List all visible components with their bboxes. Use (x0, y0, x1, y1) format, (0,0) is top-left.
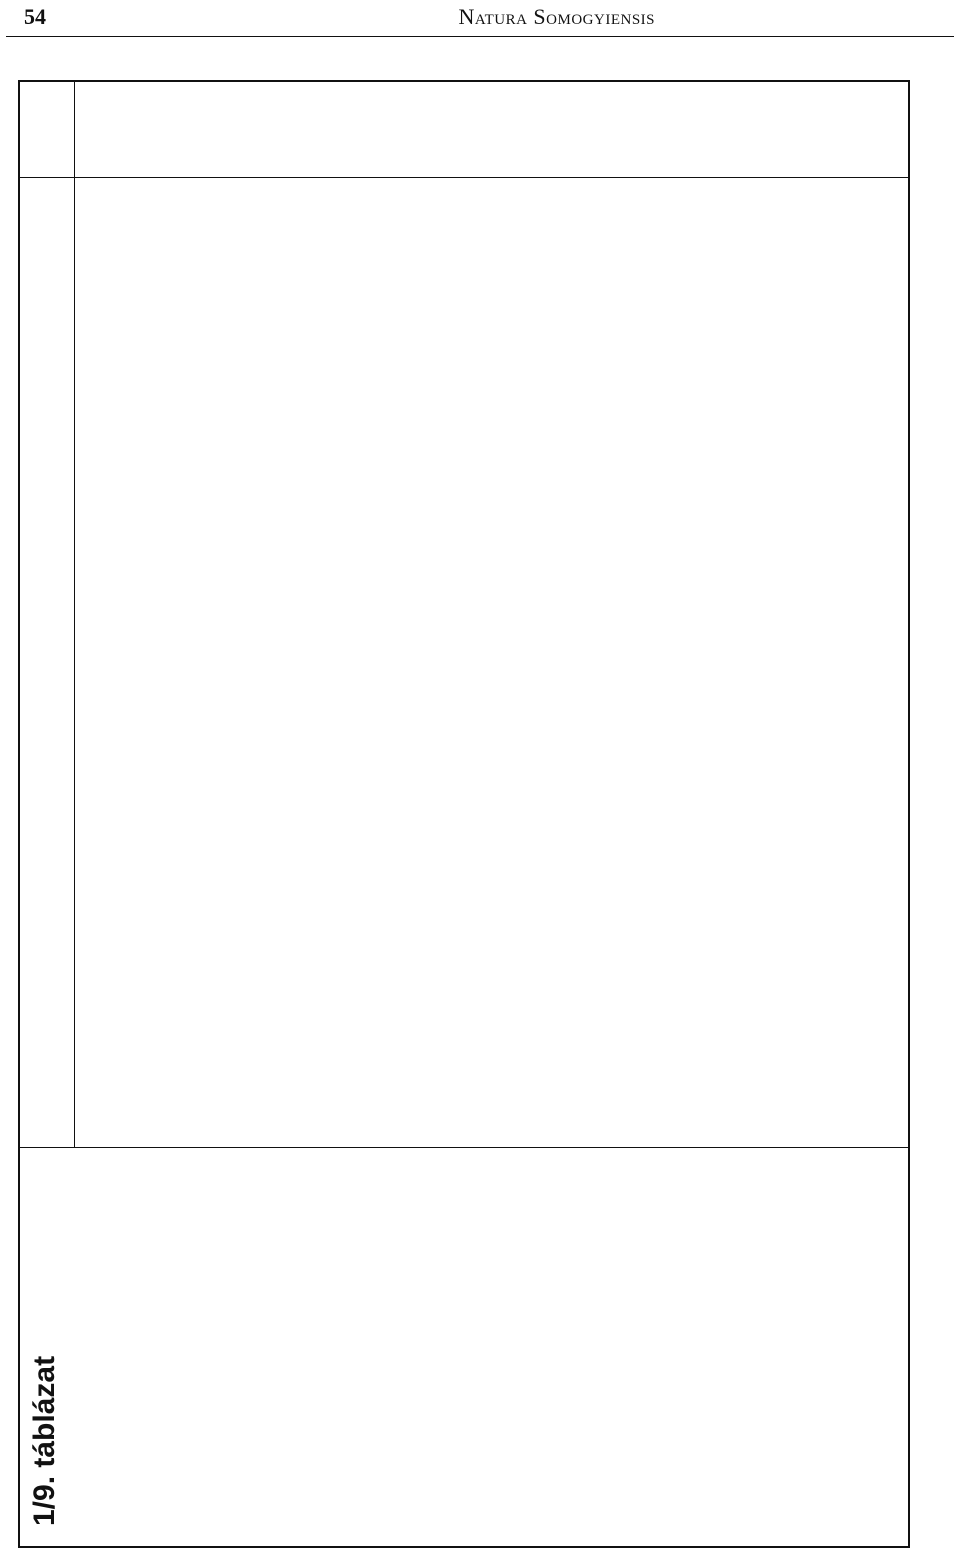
title-separator (18, 1147, 910, 1148)
rotated-table (18, 80, 910, 1548)
summary-separator (18, 177, 910, 178)
journal-title-text: Natura Somogyiensis (458, 4, 655, 29)
page-number: 54 (24, 4, 46, 29)
header-rule (6, 36, 954, 37)
table-title-box (20, 1355, 72, 1534)
table-title: 1/9. táblázat (28, 1355, 61, 1526)
page-header (0, 0, 960, 46)
journal-title (459, 4, 655, 30)
header-separator (74, 80, 75, 1148)
